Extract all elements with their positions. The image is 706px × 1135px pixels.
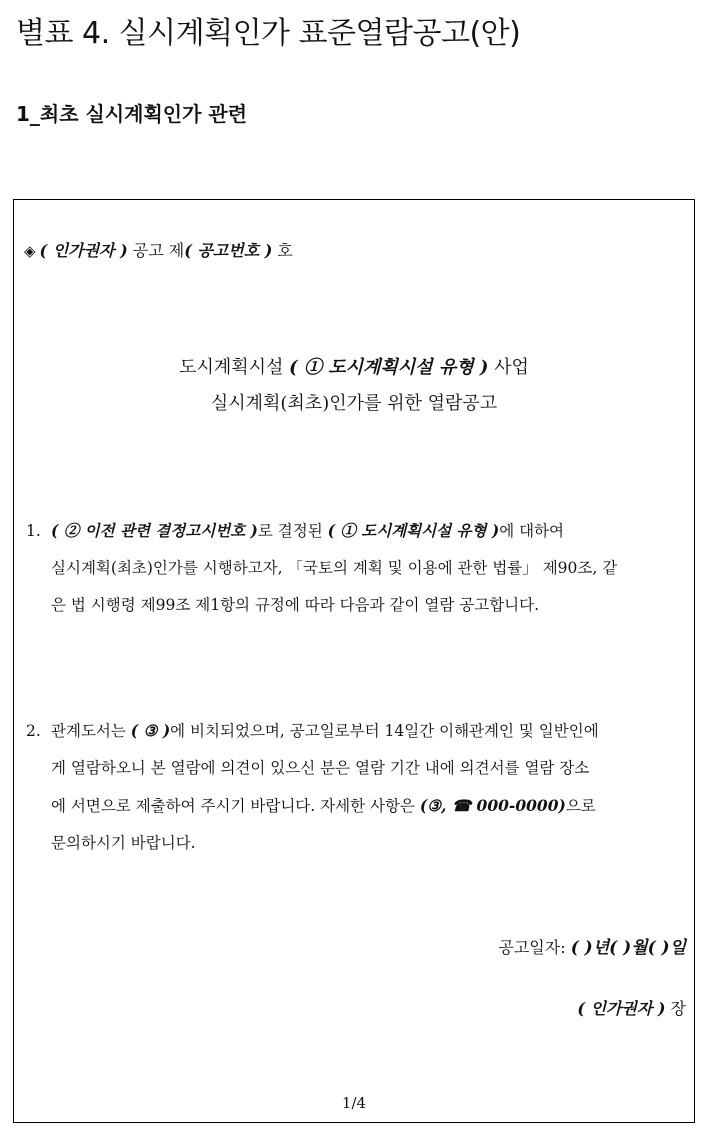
notice-box bbox=[13, 199, 695, 1123]
diamond-icon: ◈ bbox=[24, 242, 36, 260]
paragraph-number: 1. bbox=[26, 522, 41, 540]
authority-field: ( 인가권자 ) bbox=[39, 241, 128, 260]
paragraph-1-line1 bbox=[26, 512, 688, 550]
paragraph-1-line2: 실시계획(최초)인가를 시행하고자, 「국토의 계획 및 이용에 관한 법률」 제90조, 같 bbox=[51, 559, 618, 577]
page-number: 1/4 bbox=[341, 1094, 367, 1112]
authority-field: ( 인가권자 ) bbox=[577, 999, 666, 1018]
section-heading: 1_최초 실시계획인가 관련 bbox=[16, 102, 248, 126]
signature-suffix: 장 bbox=[665, 999, 686, 1018]
para2-text: 으로 bbox=[565, 797, 596, 815]
paragraph-2 bbox=[26, 712, 688, 862]
notice-number-field: ( 공고번호 ) bbox=[184, 241, 273, 260]
notice-date bbox=[498, 933, 686, 958]
document-title: 별표 4. 실시계획인가 표준열람공고(안) bbox=[16, 16, 521, 51]
facility-type-field: ( ① 도시계획시설 유형 ) bbox=[327, 521, 500, 540]
title-prefix: 도시계획시설 bbox=[179, 357, 290, 378]
notice-title-line1 bbox=[14, 350, 694, 386]
para2-text: 에 비치되었으며, 공고일로부터 14일간 이해관계인 및 일반인에 bbox=[170, 722, 599, 740]
para2-text: 관계도서는 bbox=[51, 722, 131, 740]
paragraph-1-line3: 은 법 시행령 제99조 제1항의 규정에 따라 다음과 같이 열람 공고합니다. bbox=[51, 596, 540, 614]
paragraph-2-line4: 문의하시기 바랍니다. bbox=[51, 834, 196, 852]
para2-text: 에 서면으로 제출하여 주시기 바랍니다. 자세한 사항은 bbox=[51, 797, 420, 815]
facility-type-field: ( ① 도시계획시설 유형 ) bbox=[289, 357, 489, 378]
decision-number-field: ( ② 이전 관련 결정고시번호 ) bbox=[51, 521, 258, 540]
year-field: ( )년 bbox=[570, 938, 610, 958]
notice-number-suffix: 호 bbox=[272, 241, 293, 260]
day-field: ( )일 bbox=[647, 938, 686, 958]
contact-field: (③, ☎ 000-0000) bbox=[419, 796, 566, 815]
paragraph-1 bbox=[26, 512, 688, 624]
para1-text: 로 결정된 bbox=[257, 522, 328, 540]
paragraph-number: 2. bbox=[26, 722, 41, 740]
notice-title-line2: 실시계획(최초)인가를 위한 열람공고 bbox=[210, 393, 498, 414]
paragraph-2-line3 bbox=[26, 787, 688, 825]
paragraph-2-line2: 게 열람하오니 본 열람에 의견이 있으신 분은 열람 기간 내에 의견서를 열람 장소 bbox=[51, 759, 590, 777]
location-field: ( ③ ) bbox=[130, 721, 171, 740]
date-label: 공고일자: bbox=[498, 938, 571, 957]
notice-header bbox=[24, 238, 293, 261]
month-field: ( )월 bbox=[609, 938, 648, 958]
para1-text: 에 대하여 bbox=[499, 522, 565, 540]
title-suffix: 사업 bbox=[488, 357, 529, 378]
notice-number-label: 공고 제 bbox=[127, 241, 185, 260]
notice-signature bbox=[577, 996, 686, 1019]
notice-title bbox=[14, 350, 694, 422]
paragraph-2-line1 bbox=[26, 712, 688, 750]
